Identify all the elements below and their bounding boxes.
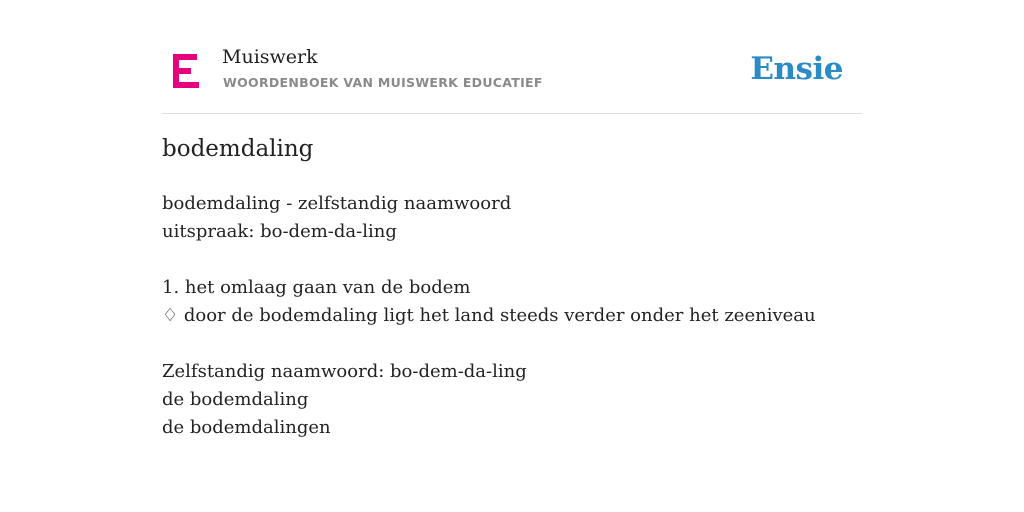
muiswerk-logo-icon[interactable]: [173, 54, 199, 88]
header: [162, 40, 862, 114]
entry-title: bodemdaling: [162, 136, 314, 162]
ensie-logo[interactable]: Ensie: [750, 51, 843, 87]
entry-line-hyphenation: Zelfstandig naamwoord: bo-dem-da-ling: [162, 361, 527, 382]
entry-line-spacer: [162, 246, 862, 274]
entry-line-plural: de bodemdalingen: [162, 417, 331, 438]
entry-line-pronunciation: uitspraak: bo-dem-da-ling: [162, 221, 397, 242]
entry-line-spacer: [162, 330, 862, 358]
entry-line-singular: de bodemdaling: [162, 389, 309, 410]
entry-line-example: ♢ door de bodemdaling ligt het land steeds verder onder het zeeniveau: [162, 305, 816, 326]
publisher-name[interactable]: Muiswerk: [222, 46, 318, 68]
publisher-subtitle: WOORDENBOEK VAN MUISWERK EDUCATIEF: [223, 75, 543, 90]
entry-content: [162, 190, 862, 442]
entry-line-definition: 1. het omlaag gaan van de bodem: [162, 277, 471, 298]
entry-line-pos: bodemdaling - zelfstandig naamwoord: [162, 193, 512, 214]
